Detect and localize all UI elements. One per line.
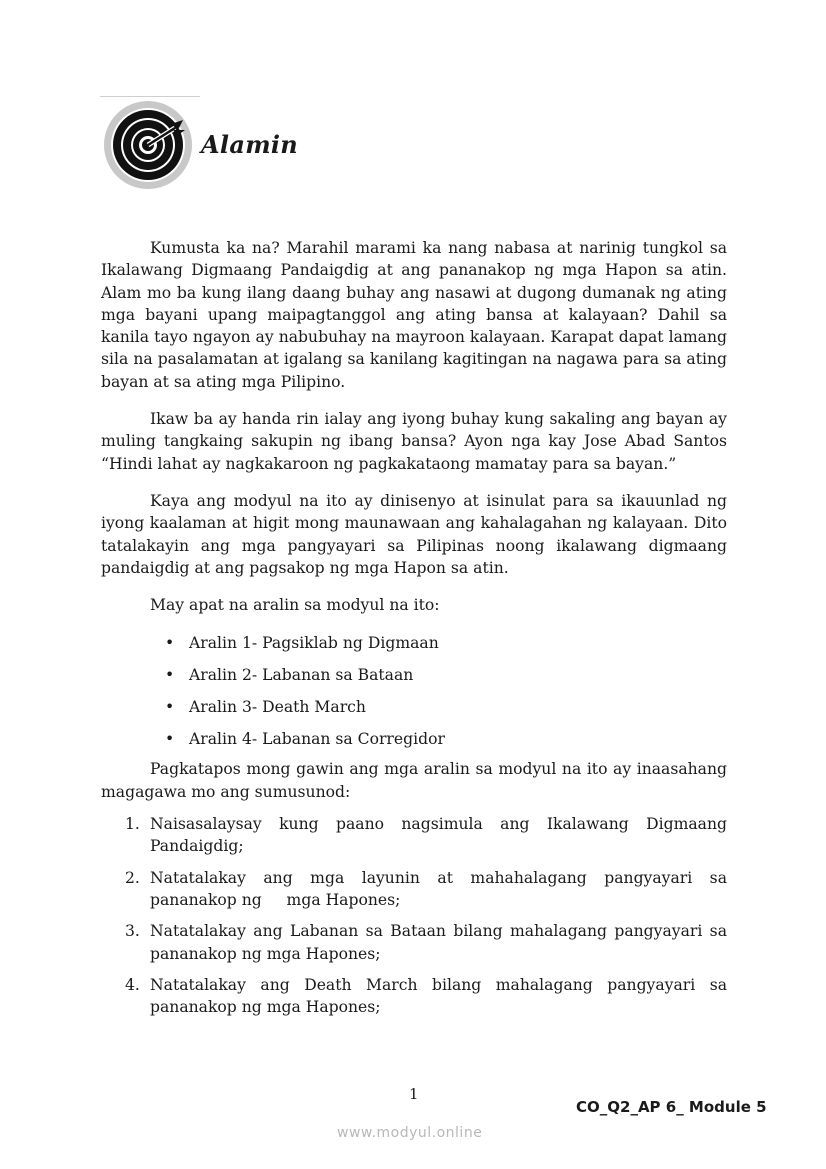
bullet-icon: • xyxy=(165,730,175,749)
module-code: CO_Q2_AP 6_ Module 5 xyxy=(576,1098,767,1116)
list-item: • Aralin 4- Labanan sa Corregidor xyxy=(165,730,445,749)
bullet-icon: • xyxy=(165,698,175,717)
lessons-intro: May apat na aralin sa modyul na ito: xyxy=(150,596,440,615)
document-body xyxy=(101,237,732,1027)
list-item: • Aralin 3- Death March xyxy=(165,698,366,717)
page-number: 1 xyxy=(409,1085,419,1103)
target-bullseye-icon xyxy=(103,100,193,190)
list-item: • Aralin 1- Pagsiklab ng Digmaan xyxy=(165,634,439,653)
purpose-paragraph: Kaya ang modyul na ito ay dinisenyo at isinulat para sa ikauunlad ng iyong kaalaman at higit mong maunawaan ang kahalagahan ng kalayaan. Dito tatalakayin ang mga pangyayari sa Pilipinas noong ikalawang digmaang pandaigdig at ang pagsakop ng mga Hapon sa atin. xyxy=(101,491,727,577)
objectives-list xyxy=(101,813,732,1018)
section-title: Alamin xyxy=(201,129,299,159)
lessons-list xyxy=(101,632,727,750)
list-item: 2. Natatalakay ang mga layunin at mahahalagang pangyayari sa pananakop ng mga Hapones; xyxy=(125,868,732,909)
watermark: www.modyul.online xyxy=(337,1125,483,1141)
bullet-icon: • xyxy=(165,666,175,685)
list-item: 3. Natatalakay ang Labanan sa Bataan bilang mahalagang pangyayari sa pananakop ng mga Hapones; xyxy=(125,922,727,963)
bullet-icon: • xyxy=(165,634,175,653)
section-header xyxy=(103,100,298,190)
list-item: 1. Naisasalaysay kung paano nagsimula ang Ikalawang Digmaang Pandaigdig; xyxy=(125,815,727,856)
list-item: • Aralin 2- Labanan sa Bataan xyxy=(165,666,414,685)
question-paragraph: Ikaw ba ay handa rin ialay ang iyong buhay kung sakaling ang bayan ay muling tangkaing sakupin ng ibang bansa? Ayon nga kay Jose Abad Santos “Hindi lahat ay nagkakaroon ng pagkakataong mamatay para sa bayan.” xyxy=(101,410,727,473)
intro-paragraph: Kumusta ka na? Marahil marami ka nang nabasa at narinig tungkol sa Ikalawang Digmaang Pandaigdig at ang pananakop ng mga Hapon sa atin. Alam mo ba kung ilang daang buhay ang nasawi at dugong dumanak ng ating mga bayani upang maipagtanggol ang ating bansa at kalayaan? Dahil sa kanila tayo ngayon ay nabubuhay na mayroon kalayaan. Karapat dapat lamang sila na pasalamatan at igalang sa kanilang kagitingan na nagawa para sa ating bayan at sa ating mga Pilipino. xyxy=(101,239,727,391)
objectives-intro: Pagkatapos mong gawin ang mga aralin sa modyul na ito ay inaasahang magagawa mo ang sumusunod: xyxy=(101,760,727,801)
list-item: 4. Natatalakay ang Death March bilang mahalagang pangyayari sa pananakop ng mga Hapones; xyxy=(125,975,727,1017)
header-divider xyxy=(100,96,200,97)
